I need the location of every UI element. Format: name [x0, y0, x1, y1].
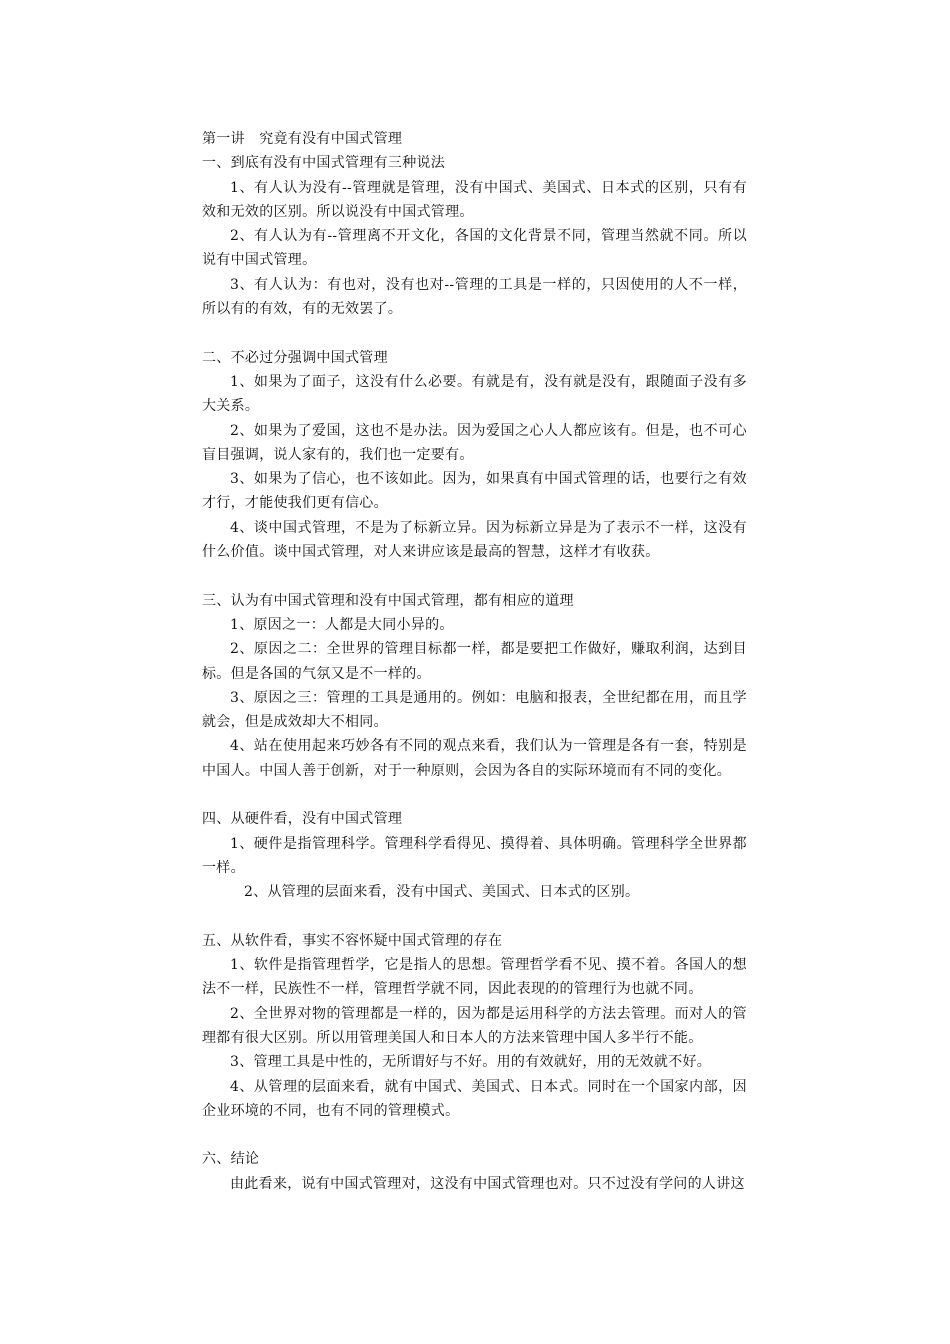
- paragraph: 3、管理工具是中性的，无所谓好与不好。用的有效就好，用的无效就不好。: [230, 1054, 712, 1071]
- paragraph: 4、谈中国式管理，不是为了标新立异。因为标新立异是为了表示不一样，这没有什么价值。谈中国式管理，对人来讲应该是最高的智慧，这样才有收获。: [202, 519, 747, 561]
- paragraph: 2、全世界对物的管理都是一样的，因为都是运用科学的方法去管理。而对人的管理都有很大区别。所以用管理美国人和日本人的方法来管理中国人多半行不能。: [202, 1005, 747, 1046]
- paragraph: 2、从管理的层面来看，没有中国式、美国式、日本式的区别。: [244, 884, 640, 901]
- paragraph: 1、原因之一：人都是大同小异的。: [230, 616, 454, 633]
- paragraph: 3、如果为了信心，也不该如此。因为，如果真有中国式管理的话，也要行之有效才行，才能使我们更有信心。: [202, 471, 747, 512]
- paragraph: 由此看来，说有中国式管理对，这没有中国式管理也对。只不过没有学问的人讲这: [230, 1175, 745, 1192]
- paragraph: 2、有人认为有--管理离不开文化，各国的文化背景不同，管理当然就不同。所以说有中国式管理。: [202, 228, 747, 269]
- section-heading-1: 一、到底有没有中国式管理有三种说法: [202, 155, 446, 172]
- paragraph: 2、原因之二：全世界的管理目标都一样，都是要把工作做好，赚取利润，达到目标。但是各国的气氛又是不一样的。: [202, 641, 747, 682]
- paragraph: 1、硬件是指管理科学。管理科学看得见、摸得着、具体明确。管理科学全世界都一样。: [202, 835, 747, 876]
- section-heading-5: 五、从软件看，事实不容怀疑中国式管理的存在: [202, 932, 503, 949]
- paragraph: 1、软件是指管理哲学，它是指人的思想。管理哲学看不见、摸不着。各国人的想法不一样，民族性不一样，管理哲学就不同，因此表现的的管理行为也就不同。: [202, 957, 747, 998]
- paragraph: 4、从管理的层面来看，就有中国式、美国式、日本式。同时在一个国家内部，因企业环境的不同，也有不同的管理模式。: [202, 1078, 747, 1119]
- section-gap: [202, 564, 747, 588]
- section-gap: [202, 321, 747, 345]
- section-heading-6: 六、结论: [202, 1151, 260, 1168]
- paragraph: 3、有人认为：有也对，没有也对--管理的工具是一样的，只因使用的人不一样，所以有的有效，有的无效罢了。: [202, 276, 747, 318]
- section-gap: [202, 905, 747, 929]
- paragraph: 4、站在使用起来巧妙各有不同的观点来看，我们认为一管理是各有一套，特别是中国人。中国人善于创新，对于一种原则，会因为各自的实际环境而有不同的变化。: [202, 738, 747, 779]
- paragraph: 1、如果为了面子，这没有什么必要。有就是有，没有就是没有，跟随面子没有多大关系。: [202, 373, 747, 415]
- document-page: [202, 127, 747, 1196]
- section-heading-4: 四、从硬件看，没有中国式管理: [202, 811, 403, 828]
- section-heading-3: 三、认为有中国式管理和没有中国式管理，都有相应的道理: [202, 592, 574, 609]
- paragraph: 1、有人认为没有--管理就是管理，没有中国式、美国式、日本式的区别，只有有效和无效的区别。所以说没有中国式管理。: [202, 179, 747, 220]
- section-heading-2: 二、不必过分强调中国式管理: [202, 349, 388, 366]
- section-gap: [202, 783, 747, 807]
- paragraph: 2、如果为了爱国，这也不是办法。因为爱国之心人人都应该有。但是，也不可心盲目强调，说人家有的，我们也一定要有。: [202, 422, 747, 463]
- section-gap: [202, 1123, 747, 1147]
- paragraph: 3、原因之三：管理的工具是通用的。例如：电脑和报表，全世纪都在用，而且学就会，但是成效却大不相同。: [202, 689, 747, 731]
- lecture-title: 第一讲 究竟有没有中国式管理: [202, 131, 403, 147]
